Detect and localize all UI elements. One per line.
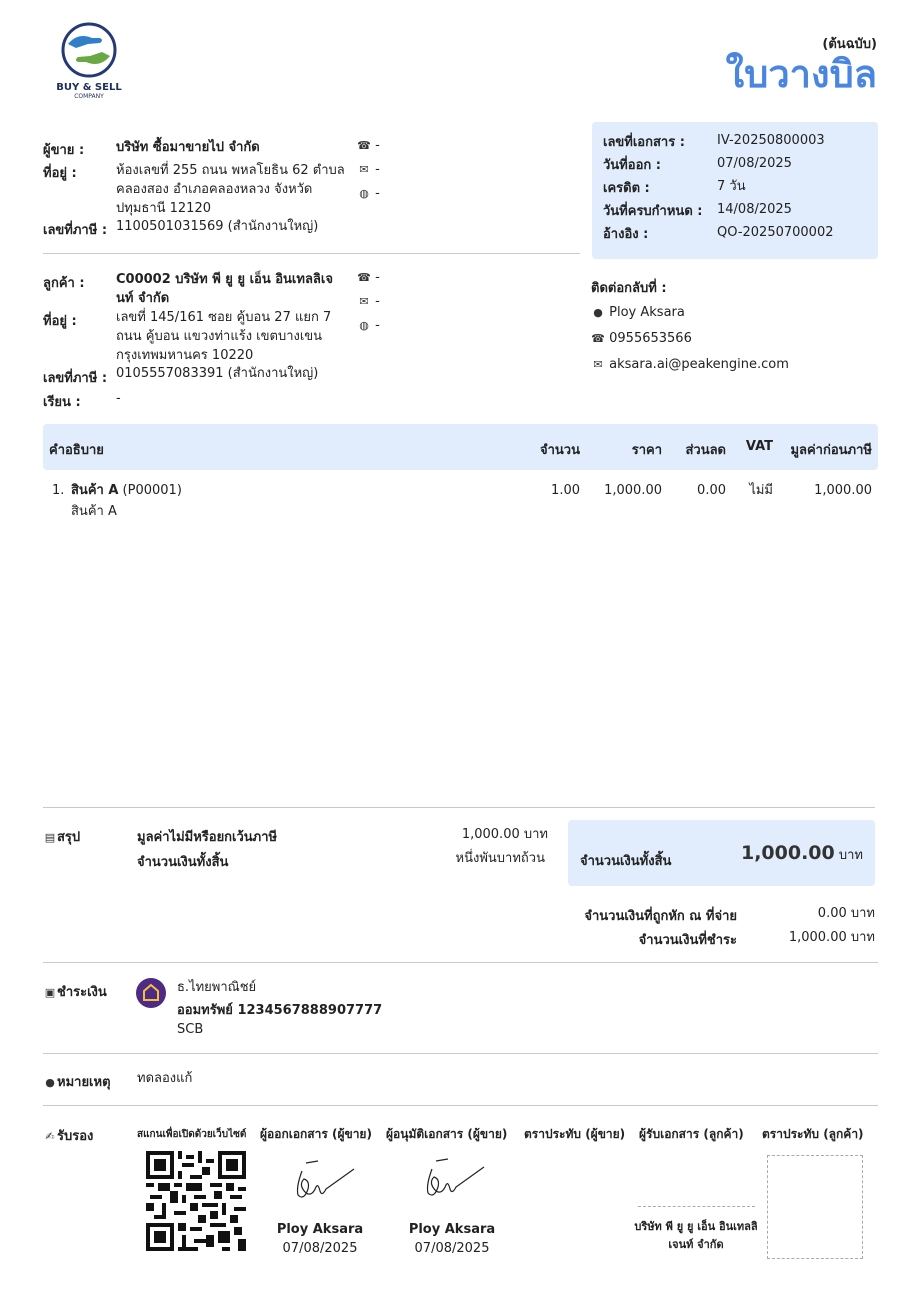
row-number: 1. [52,483,65,498]
row-price: 1,000.00 [604,483,662,498]
copy-label: (ต้นฉบับ) [822,37,877,52]
col-vat: VAT [745,439,773,454]
approver-date: 07/08/2025 [414,1241,490,1256]
payment-divider [43,1053,878,1054]
signature-icon: ✍ [45,1130,55,1143]
payment-label: ▣ ชำระเงิน [44,985,107,1000]
bank-logo [136,978,166,1008]
seller-phone: ☎ - [357,138,380,153]
customer-tax-label: เลขที่ภาษี : [43,371,108,386]
total-words: หนึ่งพันบาทถ้วน [455,851,545,866]
document-title: ใบวางบิล [725,52,877,96]
clipboard-icon: ▤ [44,831,56,844]
approver-label: ผู้อนุมัติเอกสาร (ผู้ขาย) [386,1127,508,1141]
qr-code-icon [146,1151,246,1251]
customer-attn: - [116,391,121,406]
envelope-icon: ✉ [359,163,369,176]
seller-website: ◍ - [357,186,380,201]
grand-total-amount: 1,000.00 บาท [740,842,863,864]
customer-stamp-label: ตราประทับ (ลูกค้า) [762,1127,864,1141]
col-discount: ส่วนลด [685,443,726,458]
signature-icon [418,1155,488,1203]
contact-email: ✉ aksara.ai@peakengine.com [591,355,789,374]
wht-label: จำนวนเงินที่ถูกหัก ณ ที่จ่าย [584,909,737,924]
bank-code: SCB [177,1022,204,1037]
issuer-label: ผู้ออกเอกสาร (ผู้ขาย) [260,1127,372,1141]
customer-stamp-box [767,1155,863,1259]
seller-stamp-label: ตราประทับ (ผู้ขาย) [524,1127,626,1141]
table-row-item: สินค้า A (P00001) [71,483,182,498]
docinfo-row: วันที่ครบกำหนด : 14/08/2025 [603,202,792,219]
approver-signature [418,1155,488,1207]
col-desc: คำอธิบาย [49,443,104,458]
bank-name: ธ.ไทยพาณิชย์ [177,980,257,995]
comment-icon: ● [45,1076,55,1089]
qr-label: สแกนเพื่อเปิดด้วยเว็บไซต์ [137,1129,247,1140]
approver-name: Ploy Aksara [408,1222,496,1237]
bank-account: ออมทรัพย์ 1234567888907777 [177,1003,383,1018]
signature-icon [288,1157,358,1205]
issuer-signature [288,1157,358,1209]
money-icon: ▣ [44,986,56,999]
seller-label: ผู้ขาย : [43,143,85,158]
approval-label: ✍ รับรอง [43,1125,93,1146]
seller-email: ✉ - [357,162,380,177]
grand-total-label: จำนวนเงินทั้งสิ้น [580,854,672,869]
receiver-company: บริษัท พี ยู ยู เอ็น อินเทลลิเจนท์ จำกัด [634,1220,758,1251]
contact-phone: ☎ 0955653566 [591,331,692,346]
row-subtitle: สินค้า A [71,504,117,519]
qr-code[interactable] [146,1151,246,1251]
logo-icon [56,22,122,78]
row-discount: 0.00 [697,483,726,498]
col-amount: มูลค่าก่อนภาษี [790,443,872,458]
docinfo-row: อ้างอิง : QO-20250700002 [603,225,834,242]
customer-email: ✉ - [357,294,380,309]
globe-icon: ◍ [359,319,369,332]
document-info-rows [603,131,873,246]
row-qty: 1.00 [551,483,580,498]
customer-name: C00002 บริษัท พี ยู ยู เอ็น อินเทลลิเจนท์ จำกัด [116,272,333,306]
contact-label: ติดต่อกลับที่ : [591,281,667,296]
phone-icon: ☎ [591,332,605,345]
phone-icon: ☎ [357,139,371,152]
note-label: ● หมายเหตุ [43,1071,111,1092]
receiver-label: ผู้รับเอกสาร (ลูกค้า) [639,1127,744,1141]
note-divider [43,1105,878,1106]
row-vat: ไม่มี [749,483,773,498]
logo-subtext: COMPANY [74,93,104,100]
row-amount: 1,000.00 [814,483,872,498]
docinfo-row: เครดิต : 7 วัน [603,179,746,196]
seller-name: บริษัท ซื้อมาขายไป จำกัด [116,140,260,155]
wht-value: 0.00 บาท [817,906,875,921]
customer-website: ◍ - [357,318,380,333]
logo-text: BUY & SELL [56,82,122,93]
globe-icon: ◍ [359,187,369,200]
seller-tax: 1100501031569 (สำนักงานใหญ่) [116,219,319,234]
seller-address-label: ที่อยู่ : [43,166,77,181]
note-text: ทดลองแก้ [137,1071,193,1086]
seller-tax-label: เลขที่ภาษี : [43,223,108,238]
nonvat-label: มูลค่าไม่มีหรือยกเว้นภาษี [137,830,278,845]
col-qty: จำนวน [540,443,580,458]
customer-label: ลูกค้า : [43,276,85,291]
customer-address: เลขที่ 145/161 ซอย คู้บอน 27 แยก 7 ถนน คู้บอน แขวงท่าแร้ง เขตบางเขน กรุงเทพมหานคร 10220 [116,310,332,363]
user-icon: ● [593,306,603,319]
table-bottom-divider [43,807,875,808]
pay-value: 1,000.00 บาท [788,930,875,945]
seller-divider [43,253,580,254]
pay-label: จำนวนเงินที่ชำระ [638,933,737,948]
total-label: จำนวนเงินทั้งสิ้น [137,855,229,870]
issuer-name: Ploy Aksara [276,1222,364,1237]
phone-icon: ☎ [357,271,371,284]
seller-address: ห้องเลขที่ 255 ถนน พหลโยธิน 62 ตำบล คลองสอง อำเภอคลองหลวง จังหวัด ปทุมธานี 12120 [116,163,345,216]
nonvat-value: 1,000.00 บาท [461,827,548,842]
customer-phone: ☎ - [357,270,380,285]
customer-attn-label: เรียน : [43,395,81,410]
summary-label: ▤ สรุป [44,830,81,845]
customer-tax: 0105557083391 (สำนักงานใหญ่) [116,366,319,381]
bank-icon [136,978,166,1008]
envelope-icon: ✉ [359,295,369,308]
col-price: ราคา [631,443,662,458]
docinfo-row: เลขที่เอกสาร : IV-20250800003 [603,133,825,150]
envelope-icon: ✉ [593,358,603,371]
contact-name: ● Ploy Aksara [591,303,685,322]
summary-divider [43,962,878,963]
receiver-signature-line [638,1206,755,1207]
docinfo-row: วันที่ออก : 07/08/2025 [603,156,792,173]
company-logo [56,22,122,98]
issuer-date: 07/08/2025 [282,1241,358,1256]
customer-address-label: ที่อยู่ : [43,314,77,329]
